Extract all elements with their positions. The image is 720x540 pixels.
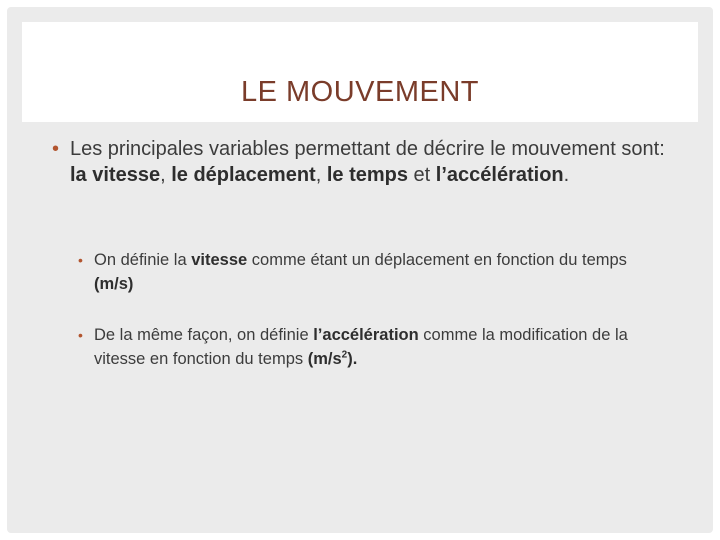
text-segment: comme la modification de la vitesse en fonction du temps [94, 326, 628, 368]
unit-ms2 [308, 350, 358, 368]
term-temps: le temps [326, 164, 408, 186]
term-deplacement: le déplacement [171, 164, 316, 186]
text-segment: comme étant un déplacement en fonction du temps [247, 251, 627, 269]
term-acceleration: l’accélération [435, 164, 564, 186]
text-segment: De la même façon, on définie [94, 326, 314, 344]
sub-bullet-text [94, 248, 668, 296]
title-box [22, 22, 698, 122]
text-segment: On définie la [94, 251, 192, 269]
text-segment: , [160, 164, 172, 186]
sub-bullet-vitesse [78, 248, 668, 296]
sub-bullet-acceleration [78, 323, 668, 371]
main-bullet [52, 136, 682, 188]
slide-title: LE MOUVEMENT [240, 76, 480, 108]
text-segment: , [315, 164, 327, 186]
superscript: 2 [341, 349, 348, 361]
bullet-dot-icon: • [78, 252, 83, 268]
term-vitesse: vitesse [191, 251, 248, 269]
text-segment: . [563, 164, 570, 186]
term-acceleration: l’accélération [313, 326, 419, 344]
term-vitesse: la vitesse [70, 164, 161, 186]
bullet-dot-icon: • [52, 138, 60, 160]
text-segment: et [408, 164, 436, 186]
sub-bullet-text [94, 323, 668, 371]
bullet-dot-icon: • [78, 327, 83, 343]
text-segment: ). [347, 350, 358, 368]
text-segment: (m/s [307, 350, 342, 368]
text-segment: Les principales variables permettant de décrire le mouvement sont: [70, 138, 665, 160]
main-bullet-text [70, 136, 682, 188]
unit-ms: (m/s) [94, 275, 134, 293]
